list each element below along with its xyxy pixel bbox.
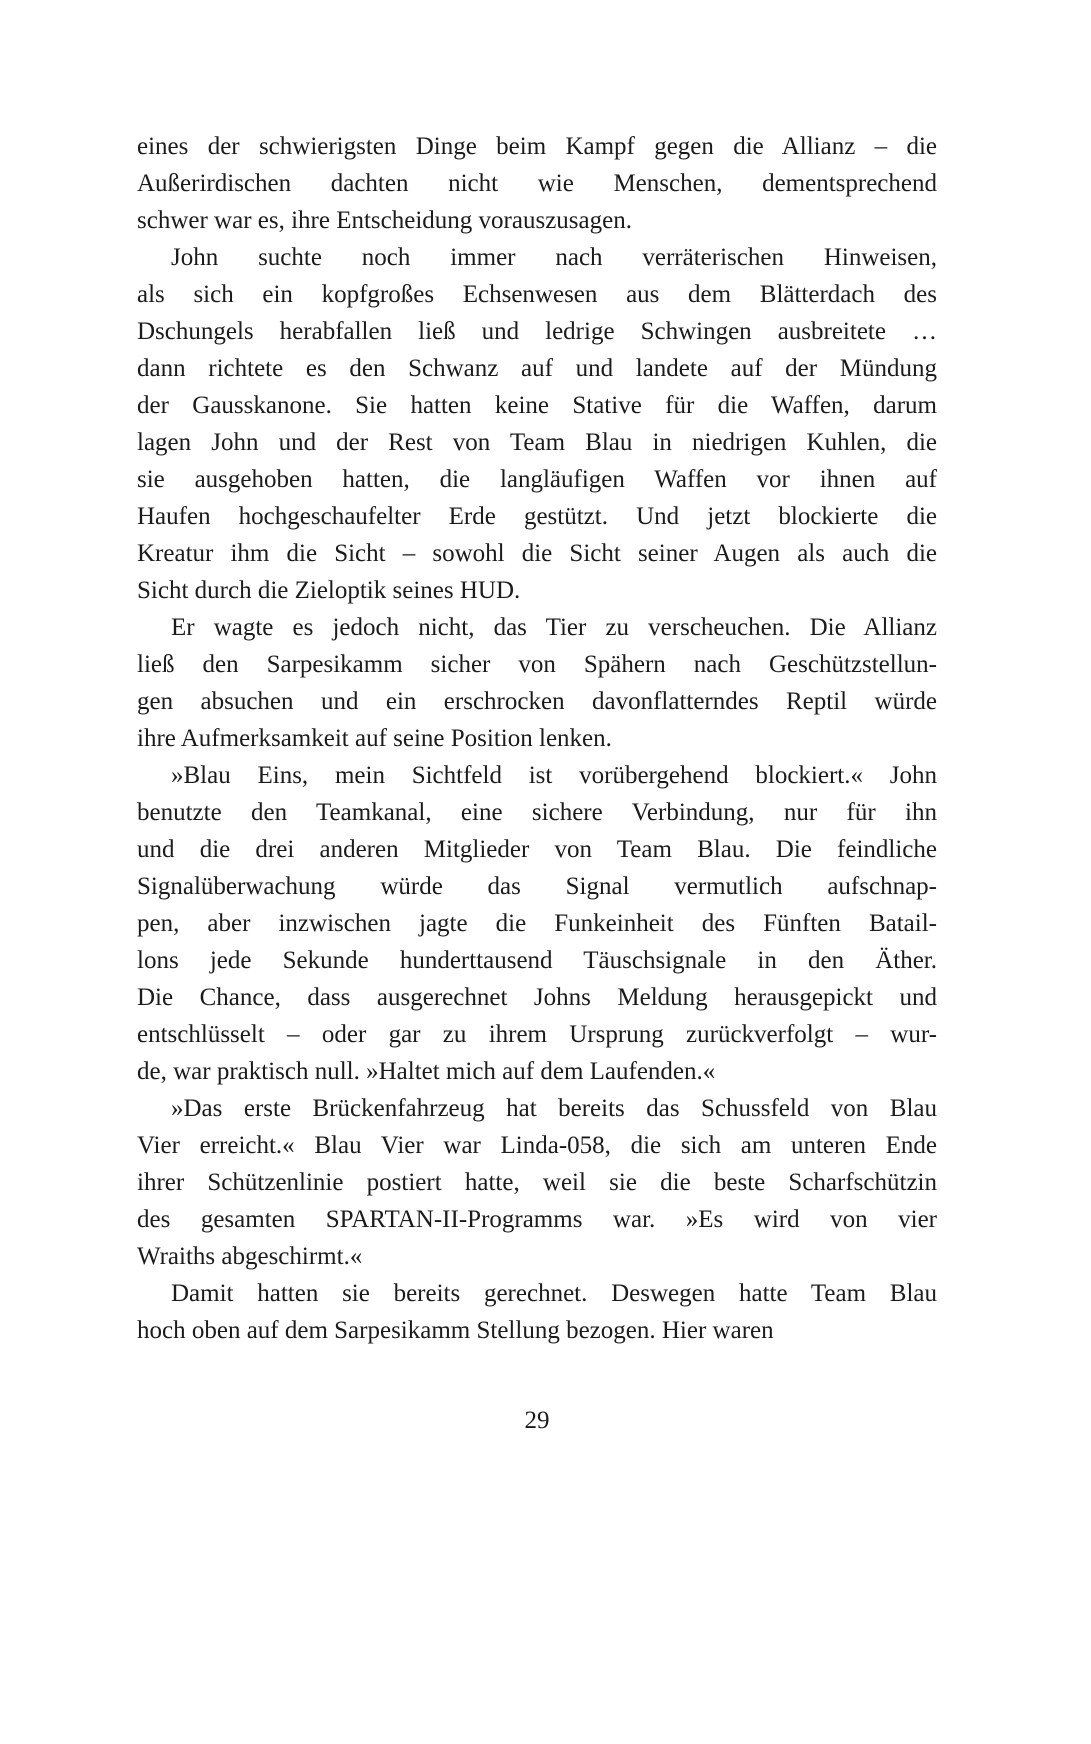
text-line: Kreatur ihm die Sicht – sowohl die Sicht seiner Augen als auch die	[137, 540, 937, 567]
text-line: ließ den Sarpesikamm sicher von Spähern nach Geschützstellun-	[137, 651, 937, 678]
text-line: als sich ein kopfgroßes Echsenwesen aus dem Blätterdach des	[137, 281, 937, 308]
text-line: John suchte noch immer nach verräterischen Hinweisen,	[171, 244, 937, 271]
text-line: »Das erste Brückenfahrzeug hat bereits das Schussfeld von Blau	[171, 1095, 937, 1122]
text-line: Dschungels herabfallen ließ und ledrige Schwingen ausbreitete …	[137, 318, 937, 345]
text-line: Sicht durch die Zieloptik seines HUD.	[137, 577, 521, 604]
text-line: Die Chance, dass ausgerechnet Johns Meldung herausgepickt und	[137, 984, 937, 1011]
text-line: de, war praktisch null. »Haltet mich auf dem Laufenden.«	[137, 1058, 716, 1085]
text-line: entschlüsselt – oder gar zu ihrem Ursprung zurückverfolgt – wur-	[137, 1021, 937, 1048]
text-line: »Blau Eins, mein Sichtfeld ist vorübergehend blockiert.« John	[171, 762, 937, 789]
text-line: der Gausskanone. Sie hatten keine Stative für die Waffen, darum	[137, 392, 937, 419]
text-line: Wraiths abgeschirmt.«	[137, 1243, 363, 1270]
page-number: 29	[524, 1407, 550, 1434]
text-line: Er wagte es jedoch nicht, das Tier zu verscheuchen. Die Allianz	[171, 614, 937, 641]
paragraph	[137, 1090, 937, 1275]
text-line: Vier erreicht.« Blau Vier war Linda-058, die sich am unteren Ende	[137, 1132, 937, 1159]
text-line: Signalüberwachung würde das Signal vermutlich aufschnap-	[137, 873, 937, 900]
paragraph	[137, 128, 937, 239]
text-line: benutzte den Teamkanal, eine sichere Verbindung, nur für ihn	[137, 799, 937, 826]
text-line: schwer war es, ihre Entscheidung vorauszusagen.	[137, 207, 632, 234]
paragraph	[137, 757, 937, 1090]
text-line: sie ausgehoben hatten, die langläufigen Waffen vor ihnen auf	[137, 466, 937, 493]
text-line: eines der schwierigsten Dinge beim Kampf gegen die Allianz – die	[137, 133, 937, 160]
text-line: pen, aber inzwischen jagte die Funkeinheit des Fünften Batail-	[137, 910, 937, 937]
text-line: lons jede Sekunde hunderttausend Täuschsignale in den Äther.	[137, 947, 937, 974]
text-line: dann richtete es den Schwanz auf und landete auf der Mündung	[137, 355, 937, 382]
text-line: lagen John und der Rest von Team Blau in niedrigen Kuhlen, die	[137, 429, 937, 456]
paragraph	[137, 239, 937, 609]
text-line: ihrer Schützenlinie postiert hatte, weil sie die beste Scharfschützin	[137, 1169, 937, 1196]
text-line: Außerirdischen dachten nicht wie Menschen, dementsprechend	[137, 170, 937, 197]
text-line: des gesamten SPARTAN-II-Programms war. »Es wird von vier	[137, 1206, 937, 1233]
text-block	[137, 128, 937, 1349]
text-line: ihre Aufmerksamkeit auf seine Position lenken.	[137, 725, 612, 752]
paragraph	[137, 609, 937, 757]
paragraph	[137, 1275, 937, 1349]
text-line: Damit hatten sie bereits gerechnet. Deswegen hatte Team Blau	[171, 1280, 937, 1307]
text-line: gen absuchen und ein erschrocken davonflatterndes Reptil würde	[137, 688, 937, 715]
text-line: Haufen hochgeschaufelter Erde gestützt. Und jetzt blockierte die	[137, 503, 937, 530]
text-line: hoch oben auf dem Sarpesikamm Stellung bezogen. Hier waren	[137, 1317, 774, 1344]
text-line: und die drei anderen Mitglieder von Team Blau. Die feindliche	[137, 836, 937, 863]
